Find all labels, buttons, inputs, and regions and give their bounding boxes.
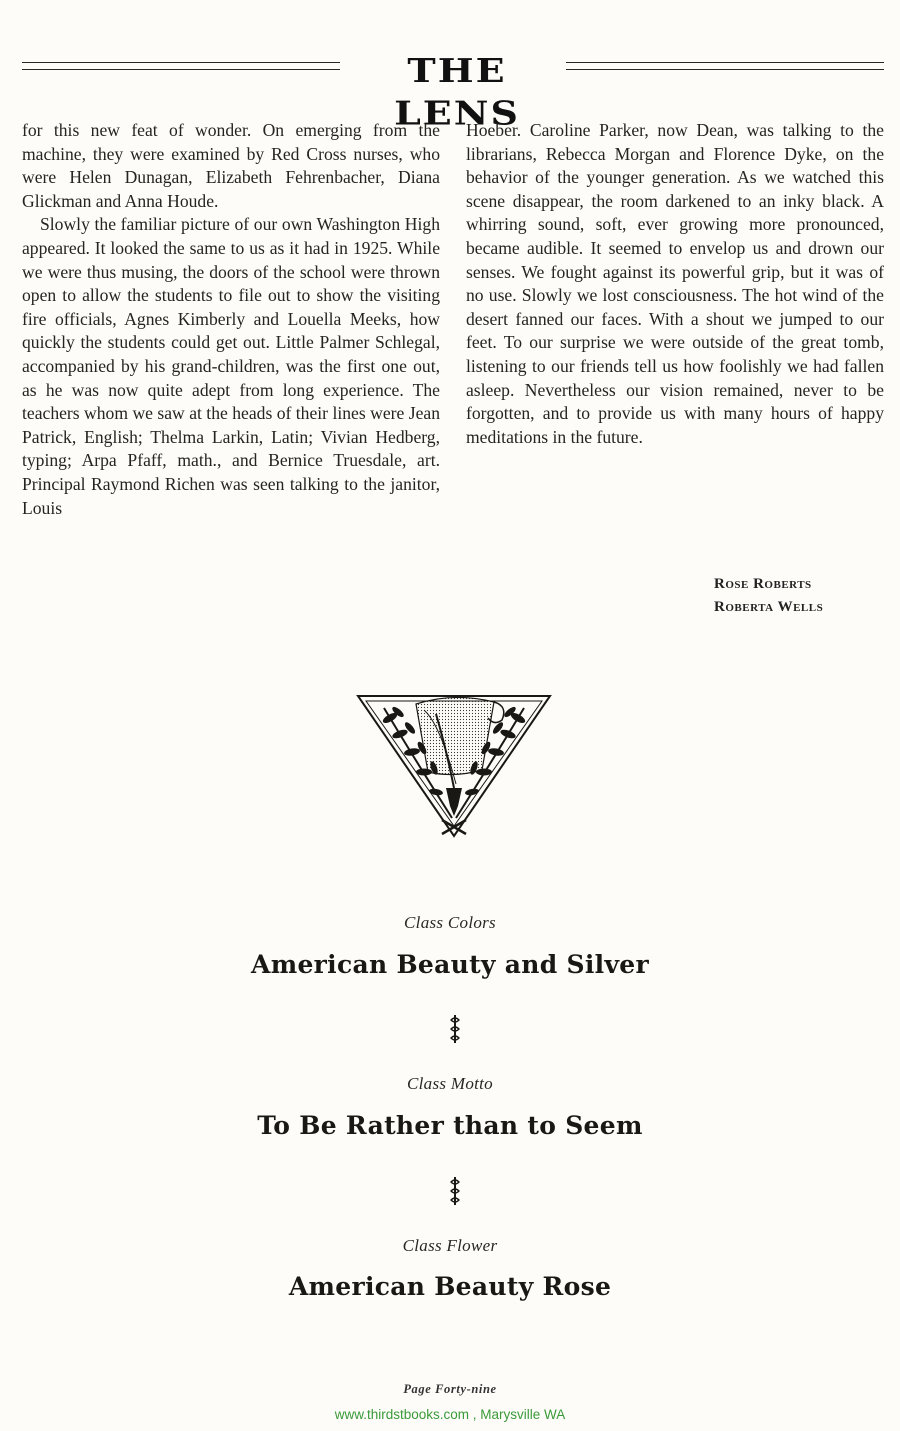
laurel-scroll-ornament-icon — [354, 688, 554, 840]
left-paragraph-1: for this new feat of wonder. On emerging from the machine, they were examined by Red Cross nurses, who were Helen Dunagan, Elizabeth Fehrenbacher, Diana Glickman and Anna Houde. — [22, 120, 440, 211]
right-paragraph-1: Hoeber. Caroline Parker, now Dean, was talking to the librarians, Rebecca Morgan and Florence Dyke, on the behavior of the younger generation. As we watched this scene disappear, the room darkened to an inky black. A whirring sound, soft, ever growing more pronounced, became audible. It seemed to envelop us and drown our senses. We fought against its powerful grip, but it was of no use. Slowly we lost consciousness. The hot wind of the desert fanned our faces. With a shout we jumped to our feet. To our surprise we were outside of the great tomb, listening to our friends tell us how foolishly we had fallen asleep. Nevertheless our vision remained, never to be forgotten, and to provide us with many hours of happy meditations in the future. — [466, 120, 884, 447]
class-flower-value: American Beauty Rose — [288, 1272, 612, 1301]
footer-website-link[interactable]: www.thirdstbooks.com , Marysville WA — [334, 1407, 566, 1422]
class-motto-value: To Be Rather than to Seem — [257, 1111, 643, 1140]
scroll-divider-icon — [448, 1176, 462, 1206]
left-column — [22, 119, 440, 520]
scroll-divider-icon — [448, 1014, 462, 1044]
class-colors-label: Class Colors — [404, 913, 496, 932]
right-column — [466, 119, 884, 449]
class-flower-label: Class Flower — [402, 1236, 498, 1255]
author-name: Rose Roberts — [714, 576, 812, 592]
masthead-rule-left — [22, 62, 340, 70]
class-colors-value: American Beauty and Silver — [251, 950, 649, 979]
masthead-rule-right — [566, 62, 884, 70]
left-paragraph-2: Slowly the familiar picture of our own Washington High appeared. It looked the same to us as it had in 1925. While we were thus musing, the doors of the school were thrown open to allow the students to file out to show the visiting fire officials, Agnes Kimberly and Louella Meeks, how quickly the students could get out. Little Palmer Schlegal, accompanied by his grand-children, was the first one out, as he was now quite adept from long experience. The teachers whom we saw at the heads of their lines were Jean Patrick, English; Thelma Larkin, Latin; Vivian Hedberg, typing; Arpa Pfaff, math., and Bernice Truesdale, art. Principal Raymond Richen was seen talking to the janitor, Louis — [22, 214, 440, 518]
masthead — [22, 42, 884, 132]
masthead-title: THE LENS — [394, 51, 520, 132]
signature-block — [714, 573, 884, 619]
author-name: Roberta Wells — [714, 599, 824, 615]
page-number: Page Forty-nine — [403, 1382, 497, 1396]
class-motto-label: Class Motto — [407, 1074, 493, 1093]
